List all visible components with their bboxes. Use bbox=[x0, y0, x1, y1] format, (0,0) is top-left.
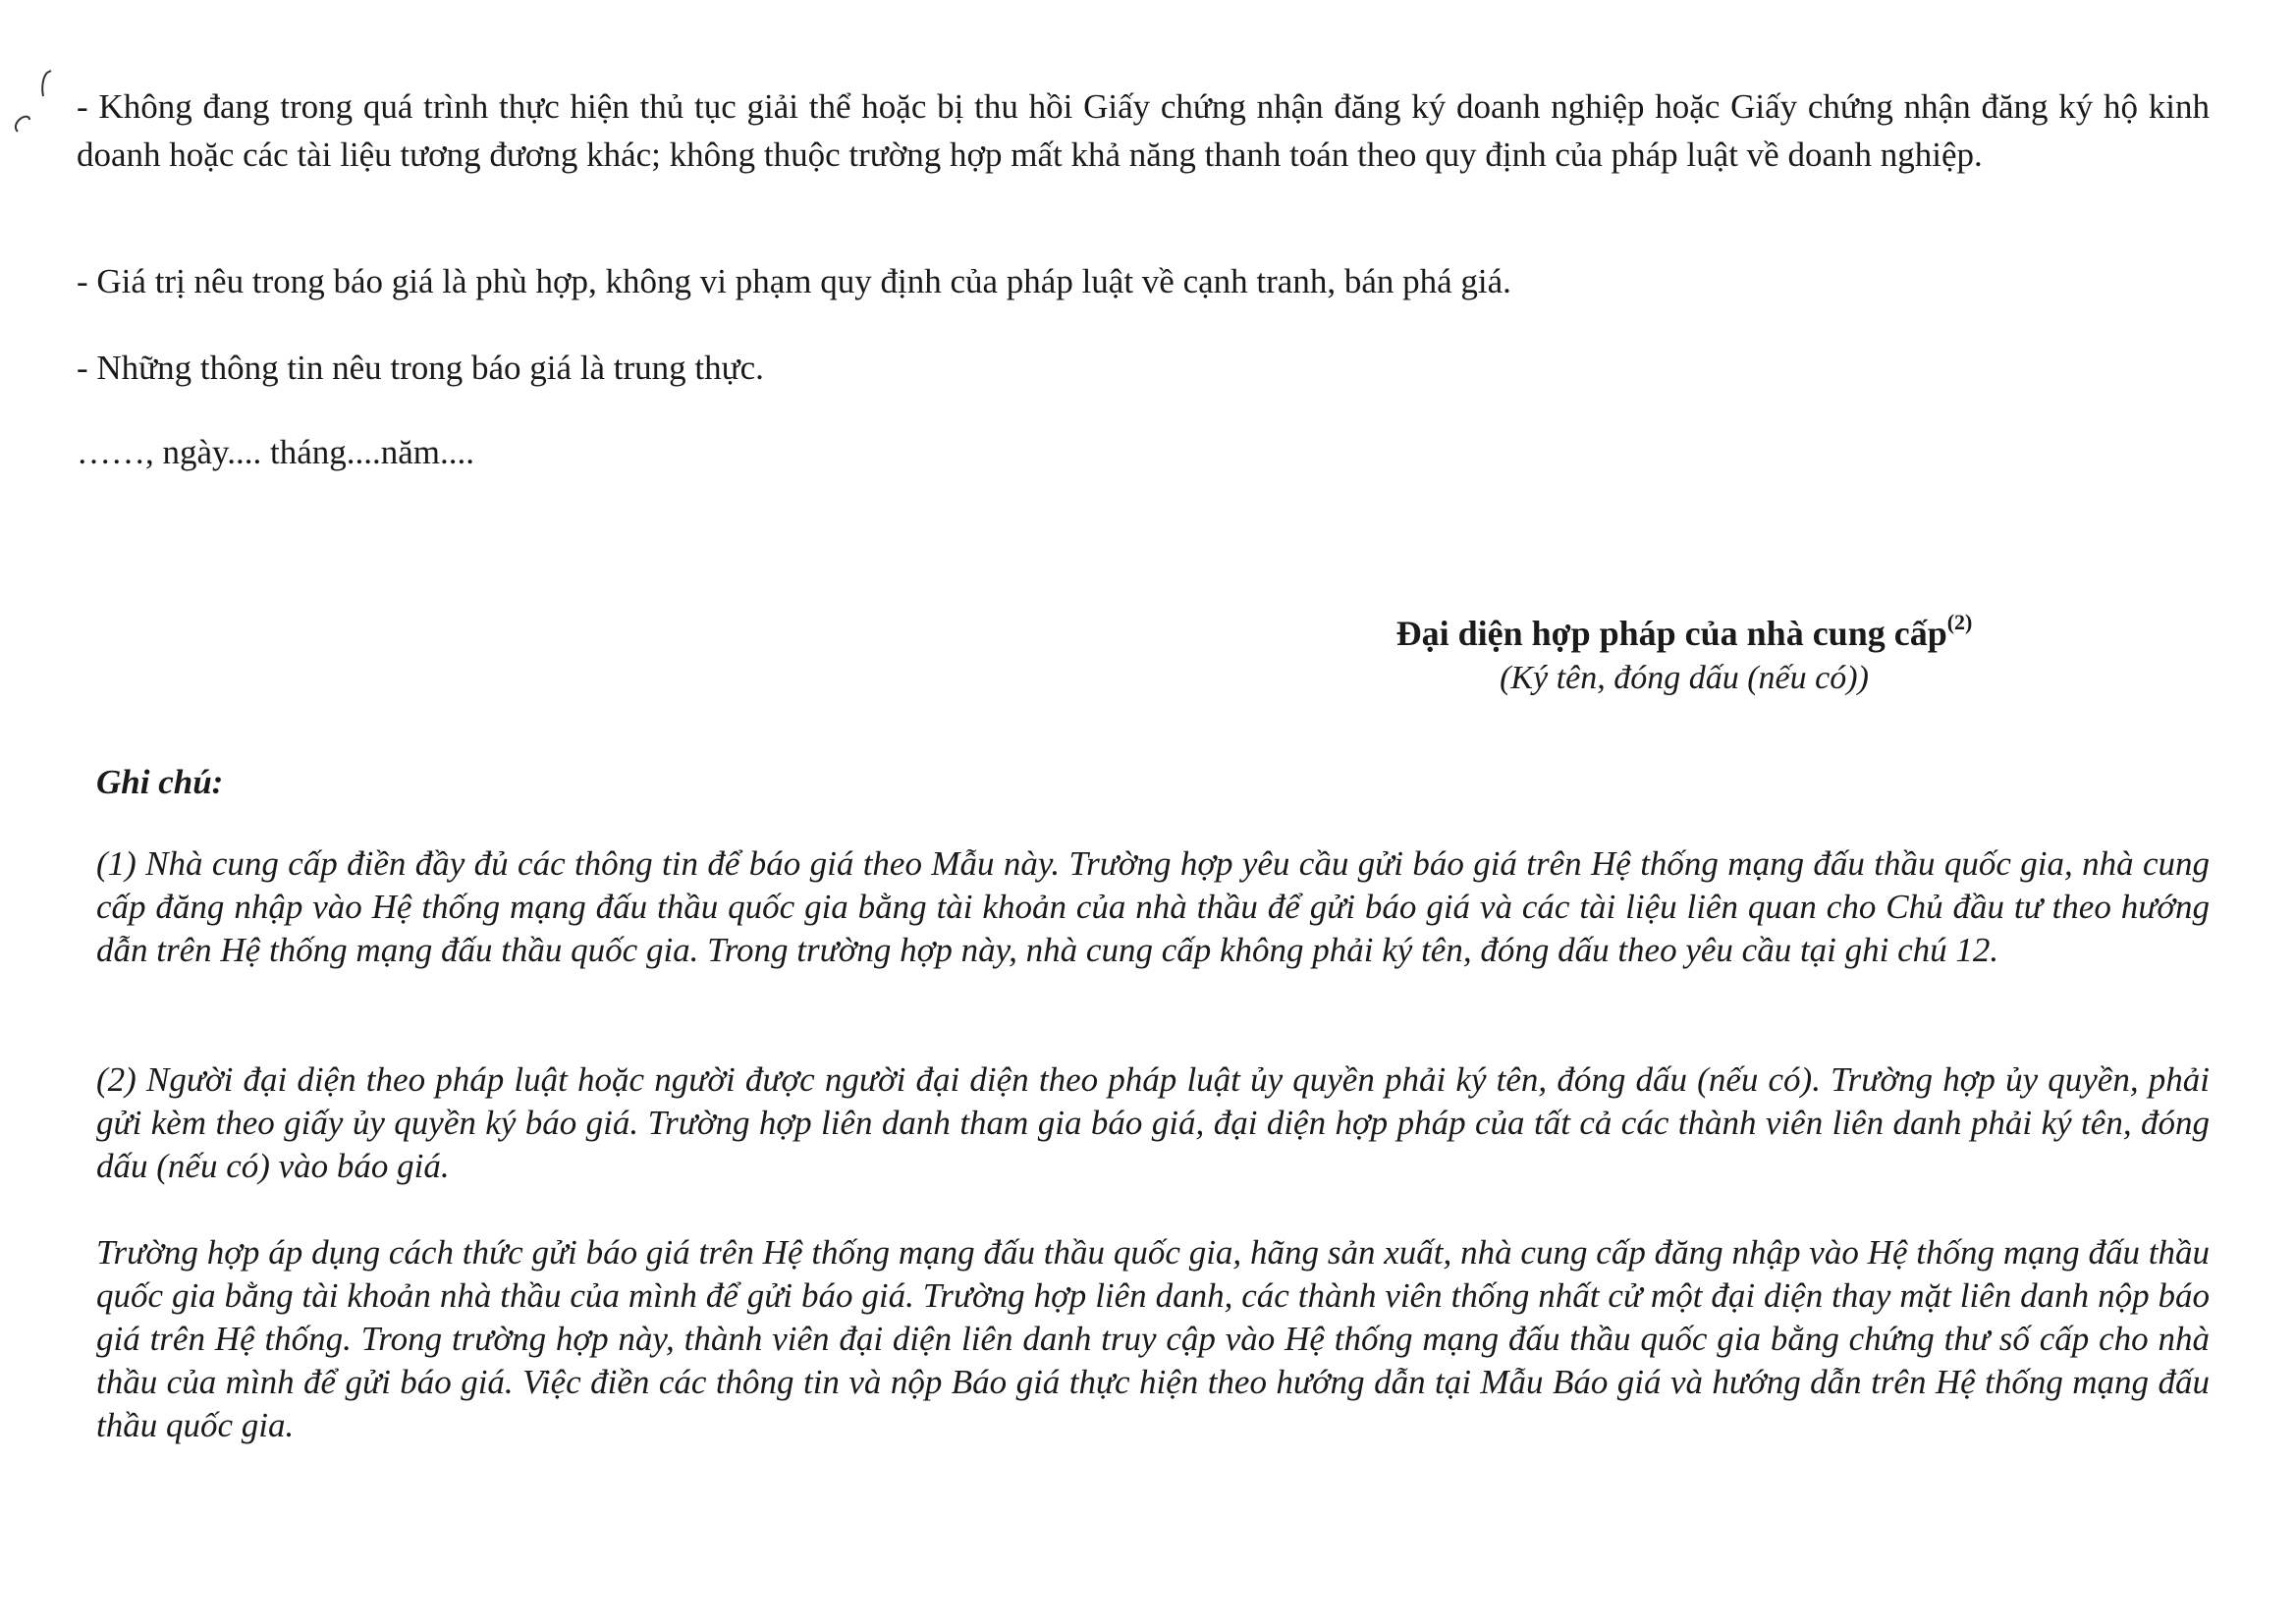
date-line: ……, ngày.... tháng....năm.... bbox=[77, 433, 475, 471]
signature-footnote-marker: (2) bbox=[1946, 610, 1973, 634]
handwritten-mark-icon bbox=[8, 67, 59, 135]
signature-title-text: Đại diện hợp pháp của nhà cung cấp bbox=[1395, 614, 1947, 653]
commitment-paragraph-dissolution: - Không đang trong quá trình thực hiện thủ tục giải thể hoặc bị thu hồi Giấy chứng nhận đăng ký doanh nghiệp hoặc Giấy chứng nhận đăng ký hộ kinh doanh hoặc các tài liệu tương đương khác; không thuộc trường hợp mất khả năng thanh toán theo quy định của pháp luật về doanh nghiệp. bbox=[77, 87, 2210, 174]
note-2: (2) Người đại diện theo pháp luật hoặc người được người đại diện theo pháp luật ủy quyền phải ký tên, đóng dấu (nếu có). Trường hợp ủy quyền, phải gửi kèm theo giấy ủy quyền ký báo giá. Trường hợp liên danh tham gia báo giá, đại diện hợp pháp của tất cả các thành viên liên danh phải ký tên, đóng dấu (nếu có) vào báo giá. bbox=[96, 1060, 2210, 1185]
note-3: Trường hợp áp dụng cách thức gửi báo giá trên Hệ thống mạng đấu thầu quốc gia, hãng sản xuất, nhà cung cấp đăng nhập vào Hệ thống mạng đấu thầu quốc gia bằng tài khoản nhà thầu của mình để gửi báo giá. Trường hợp liên danh, các thành viên thống nhất cử một đại diện thay mặt liên danh nộp báo giá trên Hệ thống. Trong trường hợp này, thành viên đại diện liên danh truy cập vào Hệ thống mạng đấu thầu quốc gia bằng chứng thư số cấp cho nhà thầu của mình để gửi báo giá. Việc điền các thông tin và nộp Báo giá thực hiện theo hướng dẫn tại Mẫu Báo giá và hướng dẫn trên Hệ thống mạng đấu thầu quốc gia. bbox=[96, 1233, 2210, 1444]
commitment-paragraph-honesty: - Những thông tin nêu trong báo giá là trung thực. bbox=[77, 349, 764, 387]
commitment-paragraph-price: - Giá trị nêu trong báo giá là phù hợp, không vi phạm quy định của pháp luật về cạnh tranh, bán phá giá. bbox=[77, 262, 1511, 300]
notes-heading: Ghi chú: bbox=[96, 763, 224, 801]
note-1: (1) Nhà cung cấp điền đầy đủ các thông tin để báo giá theo Mẫu này. Trường hợp yêu cầu gửi báo giá trên Hệ thống mạng đấu thầu quốc gia, nhà cung cấp đăng nhập vào Hệ thống mạng đấu thầu quốc gia bằng tài khoản của nhà thầu để gửi báo giá và các tài liệu liên quan cho Chủ đầu tư theo hướng dẫn trên Hệ thống mạng đấu thầu quốc gia. Trong trường hợp này, nhà cung cấp không phải ký tên, đóng dấu theo yêu cầu tại ghi chú 12. bbox=[96, 844, 2210, 969]
signature-title bbox=[1129, 611, 2239, 656]
signature-subtitle: (Ký tên, đóng dấu (nếu có)) bbox=[1500, 660, 1869, 696]
